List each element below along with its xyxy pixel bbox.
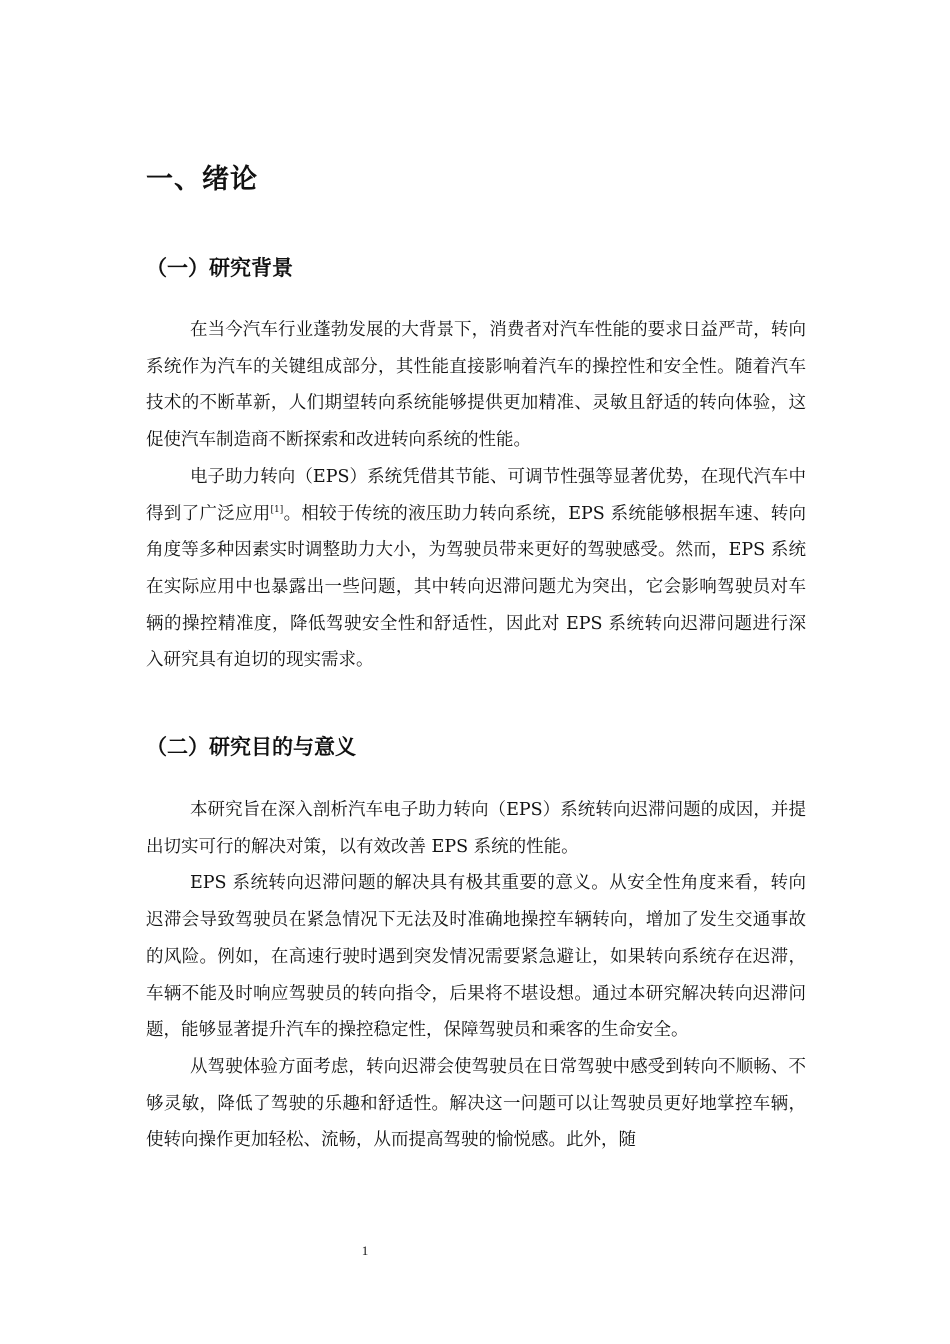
section-title-purpose-and-significance: （二）研究目的与意义 xyxy=(146,735,356,759)
paragraph-text: 。相较于传统的液压助力转向系统，EPS 系统能够根据车速、转向角度等多种因素实时调整助力大小，为驾驶员带来更好的驾驶感受。然而，EPS 系统在实际应用中也暴露出一些问题，其中转向迟滞问题尤为突出，它会影响驾驶员对车辆的操控精准度，降低驾驶安全性和舒适性，因此对 EPS 系统转向迟滞问题进行深入研究具有迫切的现实需求。 xyxy=(146,503,806,671)
section-body-purpose-and-significance xyxy=(146,792,806,1159)
page-number: 1 xyxy=(361,1243,369,1258)
section-body-research-background xyxy=(146,312,806,679)
citation-reference: [1] xyxy=(270,504,284,515)
paragraph: 本研究旨在深入剖析汽车电子助力转向（EPS）系统转向迟滞问题的成因，并提出切实可行的解决对策，以有效改善 EPS 系统的性能。 xyxy=(146,800,806,857)
paragraph: 在当今汽车行业蓬勃发展的大背景下，消费者对汽车性能的要求日益严苛，转向系统作为汽车的关键组成部分，其性能直接影响着汽车的操控性和安全性。随着汽车技术的不断革新，人们期望转向系统能够提供更加精准、灵敏且舒适的转向体验，这促使汽车制造商不断探索和改进转向系统的性能。 xyxy=(146,320,806,451)
paragraph: EPS 系统转向迟滞问题的解决具有极其重要的意义。从安全性角度来看，转向迟滞会导致驾驶员在紧急情况下无法及时准确地操控车辆转向，增加了发生交通事故的风险。例如，在高速行驶时遇到突发情况需要紧急避让，如果转向系统存在迟滞，车辆不能及时响应驾驶员的转向指令，后果将不堪设想。通过本研究解决转向迟滞问题，能够显著提升汽车的操控稳定性，保障驾驶员和乘客的生命安全。 xyxy=(146,873,806,1041)
paragraph-text: 电子助力转向（EPS）系统凭借其节能、可调节性强等显著优势，在现代汽车中得到了广泛应用 xyxy=(146,466,806,524)
section-title-research-background: （一）研究背景 xyxy=(146,256,293,280)
chapter-title: 一、绪论 xyxy=(146,164,258,195)
paragraph-with-citation xyxy=(146,459,806,679)
paragraph: 从驾驶体验方面考虑，转向迟滞会使驾驶员在日常驾驶中感受到转向不顺畅、不够灵敏，降低了驾驶的乐趣和舒适性。解决这一问题可以让驾驶员更好地掌控车辆，使转向操作更加轻松、流畅，从而提高驾驶的愉悦感。此外，随 xyxy=(146,1056,806,1151)
